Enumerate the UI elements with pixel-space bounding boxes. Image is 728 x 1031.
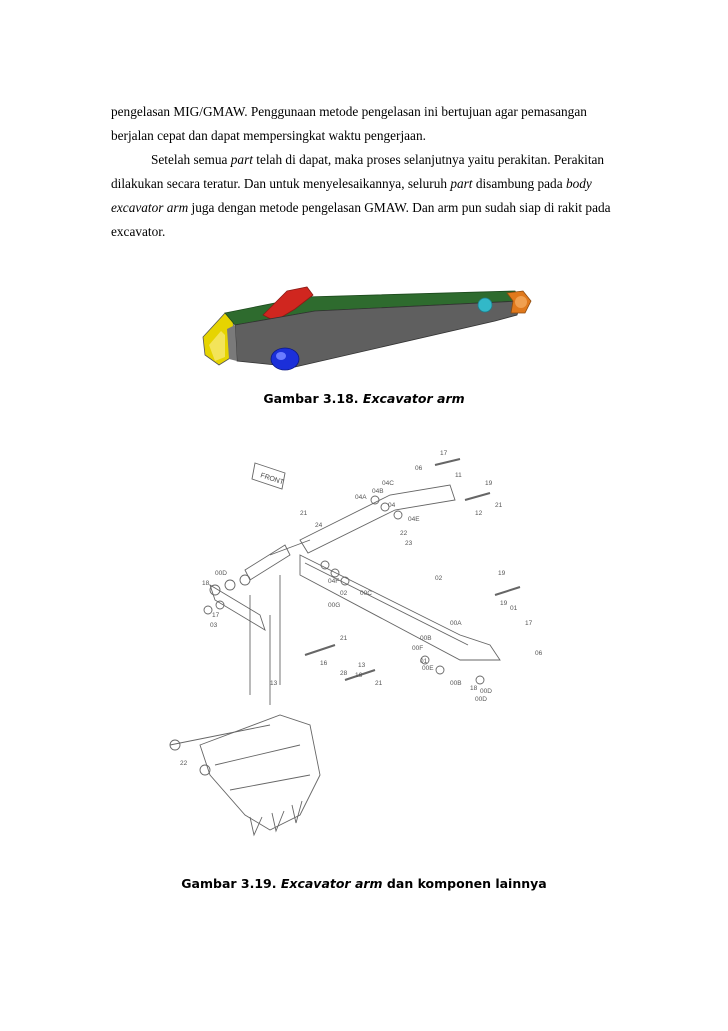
part-label: 01 <box>420 658 428 665</box>
part-label: 02 <box>435 575 443 582</box>
part-label: 00D <box>480 688 492 695</box>
part-label: 22 <box>180 760 188 767</box>
paragraph-2-text-a: Setelah semua <box>151 152 231 167</box>
part-label: 04F <box>328 578 340 585</box>
part-label: 00D <box>215 570 227 577</box>
part-label: 04A <box>355 494 367 501</box>
orange-pin <box>515 296 527 308</box>
part-label: 04B <box>372 488 384 495</box>
paragraph-2-text-b: telah di dapat, maka proses selanjutnya yaitu perakitan. Perakitan dilakukan secara teratur. Dan untuk menyelesaikannya, seluruh <box>111 152 605 191</box>
part-label: 17 <box>212 612 220 619</box>
part-label: 18 <box>470 685 478 692</box>
part-label: 04 <box>388 502 396 509</box>
paragraph-2-text-d: juga dengan metode pengelasan GMAW. Dan arm pun sudah siap di rakit pada excavator. <box>111 200 611 239</box>
part-label: 23 <box>405 540 413 547</box>
part-label: 21 <box>495 502 503 509</box>
part-label: 00A <box>450 620 462 627</box>
part-label: 13 <box>358 662 366 669</box>
part-label: 01 <box>510 605 518 612</box>
caption-prefix: Gambar 3.19. <box>181 876 281 891</box>
part-label: 00E <box>422 665 434 672</box>
part-label: 00B <box>420 635 432 642</box>
part-label: 17 <box>525 620 533 627</box>
blue-pin <box>271 348 299 370</box>
blue-pin-highlight <box>276 352 286 360</box>
paragraph-2-italic-part: part <box>230 152 253 167</box>
part-label: 21 <box>340 635 348 642</box>
part-label: 19 <box>498 570 506 577</box>
part-label: 21 <box>375 680 383 687</box>
figure-exploded-arm-diagram <box>150 445 550 855</box>
part-label: 00G <box>328 602 341 609</box>
part-label: 19 <box>485 480 493 487</box>
part-label: 06 <box>535 650 543 657</box>
figure-excavator-arm-3d <box>195 275 535 385</box>
bucket-outline <box>200 715 320 830</box>
part-label: 12 <box>475 510 483 517</box>
part-label: 13 <box>270 680 278 687</box>
paragraph-2 <box>111 148 631 244</box>
part-label: 22 <box>400 530 408 537</box>
part-label: 00D <box>475 696 487 703</box>
paragraph-1 <box>111 100 631 148</box>
figure-3-19-caption <box>0 876 728 891</box>
paragraph-2-italic-part-2: part <box>450 176 473 191</box>
part-label: 24 <box>315 522 323 529</box>
paragraph-2-italic-body: body excavator arm <box>111 176 592 215</box>
part-label: 02 <box>340 590 348 597</box>
paragraph-1-text: pengelasan MIG/GMAW. Penggunaan metode pengelasan ini bertujuan agar pemasangan berjalan cepat dan dapat mempersingkat waktu pengerjaan. <box>111 104 587 143</box>
caption-suffix: dan komponen lainnya <box>382 876 547 891</box>
paragraph-2-text-c: disambung pada <box>472 176 566 191</box>
part-label: 21 <box>300 510 308 517</box>
part-label: 11 <box>455 472 462 479</box>
part-label: 04C <box>382 480 394 487</box>
upper-link <box>300 485 455 553</box>
part-label: 16 <box>320 660 328 667</box>
part-labels <box>180 450 543 767</box>
caption-italic: Excavator arm <box>362 391 465 406</box>
part-label: 03 <box>210 622 218 629</box>
figure-3-18-caption <box>0 391 728 406</box>
caption-prefix: Gambar 3.18. <box>263 391 363 406</box>
part-label: 00F <box>412 645 424 652</box>
part-label: 04E <box>408 516 420 523</box>
part-label: 17 <box>440 450 448 457</box>
front-label: FRONT <box>259 472 285 487</box>
part-label: 00C <box>360 590 372 597</box>
part-label: 06 <box>415 465 423 472</box>
part-label: 16 <box>355 672 363 679</box>
part-label: 00B <box>450 680 462 687</box>
caption-italic: Excavator arm <box>280 876 383 891</box>
part-label: 28 <box>340 670 348 677</box>
lower-left-link <box>210 585 265 630</box>
part-label: 19 <box>500 600 508 607</box>
part-label: 18 <box>202 580 210 587</box>
cyan-pin <box>478 298 492 312</box>
